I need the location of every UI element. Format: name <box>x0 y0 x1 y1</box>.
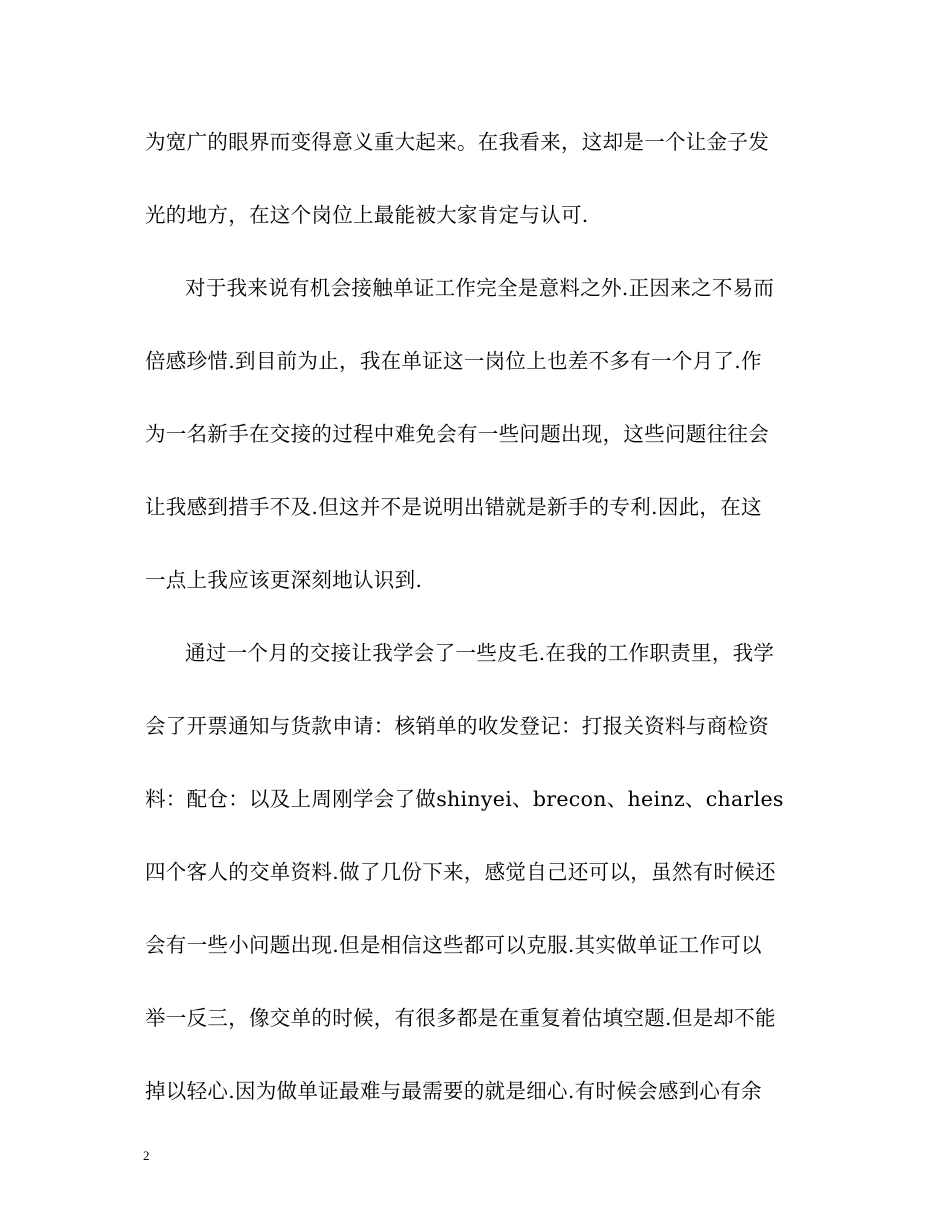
body-text-line: 光的地方，在这个岗位上最能被大家肯定与认可. <box>145 203 589 227</box>
body-text-line: 四个客人的交单资料.做了几份下来，感觉自己还可以，虽然有时候还 <box>145 860 776 884</box>
body-text-line: 会了开票通知与货款申请：核销单的收发登记：打报关资料与商检资 <box>145 714 769 738</box>
page-number: 2 <box>143 1148 150 1163</box>
body-text-line: 为宽广的眼界而变得意义重大起来。在我看来，这却是一个让金子发 <box>145 130 769 154</box>
body-text-line: 让我感到措手不及.但这并不是说明出错就是新手的专利.因此，在这 <box>145 495 762 519</box>
body-text-line: 料：配仓：以及上周刚学会了做shinyei、brecon、heinz、charles <box>145 787 784 811</box>
body-text-line: 倍感珍惜.到目前为止，我在单证这一岗位上也差不多有一个月了.作 <box>145 349 762 373</box>
body-text-line: 掉以轻心.因为做单证最难与最需要的就是细心.有时候会感到心有余 <box>145 1079 762 1103</box>
body-text-line: 会有一些小问题出现.但是相信这些都可以克服.其实做单证工作可以 <box>145 933 762 957</box>
body-text-line: 为一名新手在交接的过程中难免会有一些问题出现，这些问题往往会 <box>145 422 769 446</box>
paragraph-first-line: 通过一个月的交接让我学会了一些皮毛.在我的工作职责里，我学 <box>185 641 775 665</box>
body-text-line: 举一反三，像交单的时候，有很多都是在重复着估填空题.但是却不能 <box>145 1006 776 1030</box>
paragraph-first-line: 对于我来说有机会接触单证工作完全是意料之外.正因来之不易而 <box>185 276 775 300</box>
body-text-line: 一点上我应该更深刻地认识到. <box>145 568 423 592</box>
